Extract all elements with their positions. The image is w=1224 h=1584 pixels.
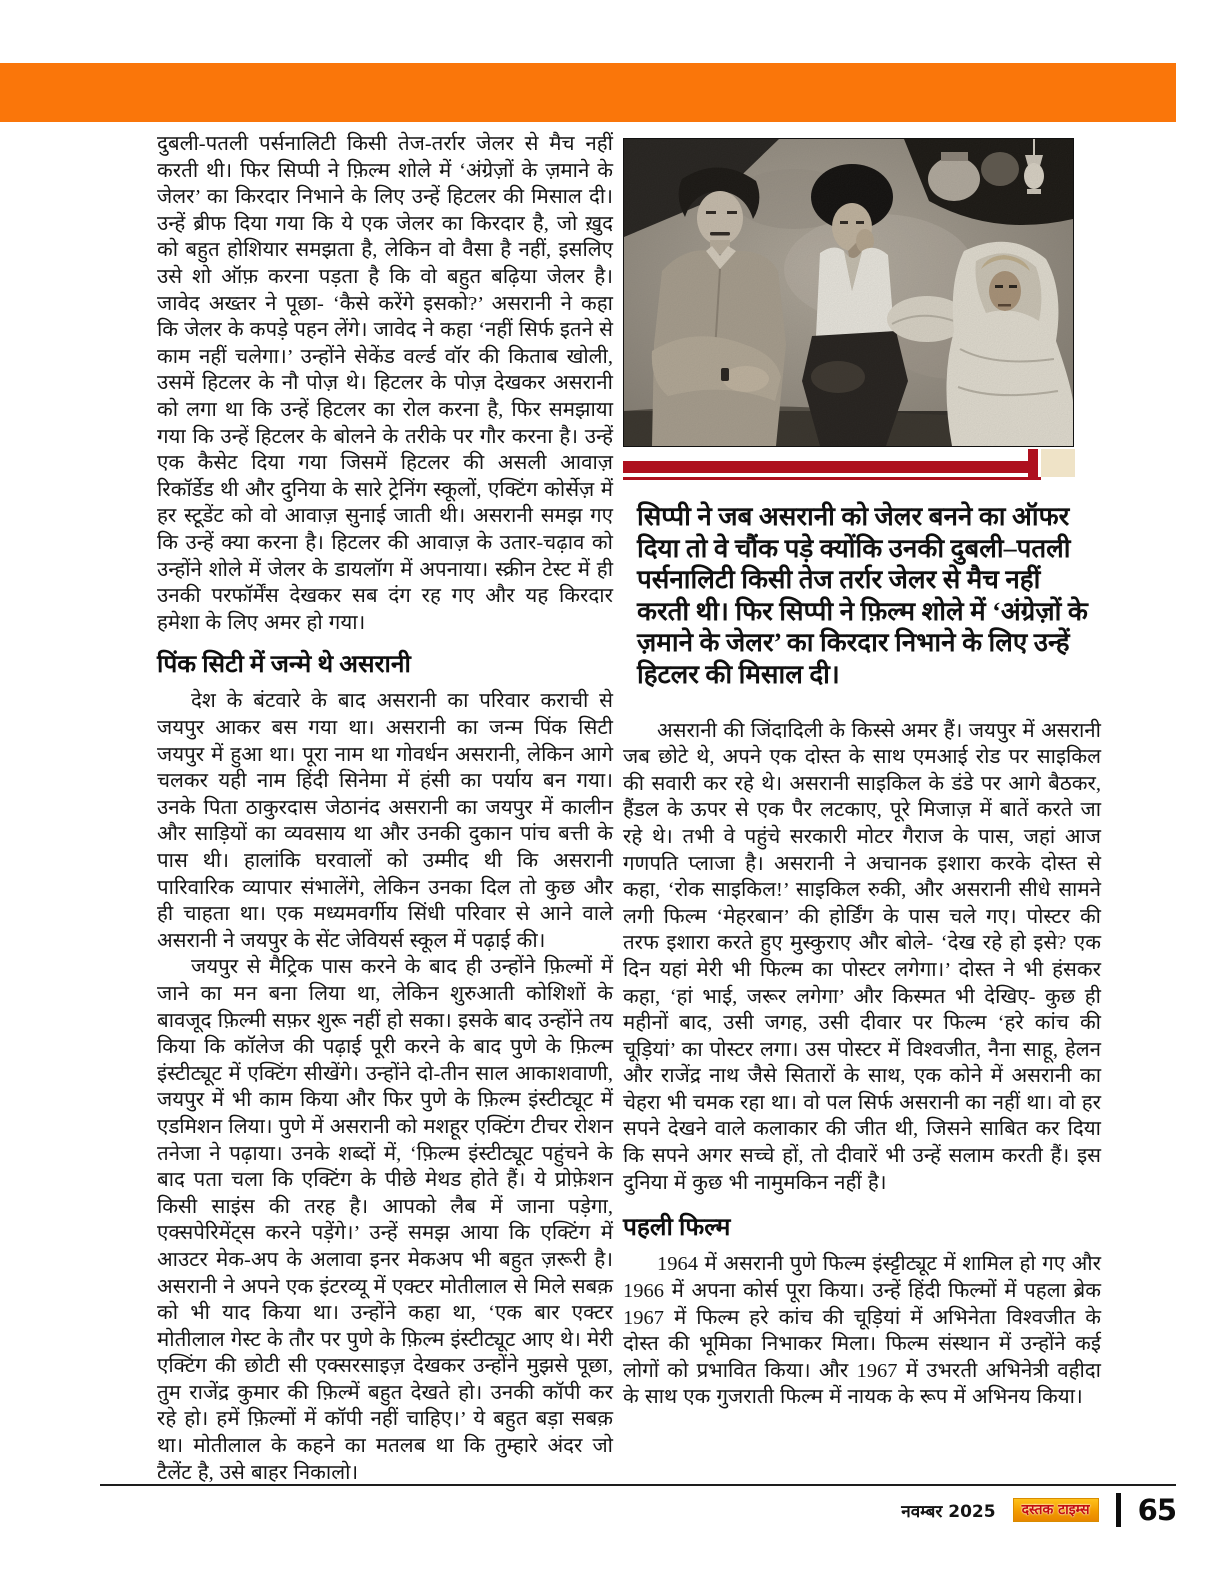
divider-thin-rule — [623, 477, 1041, 480]
page-number-divider — [1116, 1493, 1121, 1527]
birth-paragraph: देश के बंटवारे के बाद असरानी का परिवार कराची से जयपुर आकर बस गया था। असरानी का जन्म पिंक सिटी जयपुर में हुआ था। पूरा नाम था गोवर्धन असरानी, लेकिन आगे चलकर यही नाम हिंदी सिनेमा में हंसी का पर्याय बन गया। उनके पिता ठाकुरदास जेठानंद असरानी का जयपुर में कालीन और साड़ियों का व्यवसाय था और उनकी दुकान पांच बत्ती के पास थी। हालांकि घरवालों को उम्मीद थी कि असरानी पारिवारिक व्यापार संभालेंगे, लेकिन उनका दिल तो कुछ और ही चाहता था। एक मध्यमवर्गीय सिंधी परिवार से आने वाले असरानी ने जयपुर के सेंट जेवियर्स स्कूल में पढ़ाई की। — [157, 690, 613, 952]
divider-beige-square — [1041, 449, 1075, 477]
right-column — [623, 138, 1101, 1411]
footer-rule — [100, 1484, 1176, 1486]
section-heading-first-film: पहली फिल्म — [623, 1214, 731, 1242]
article-photo — [623, 138, 1074, 447]
pull-quote: सिप्पी ने जब असरानी को जेलर बनने का ऑफर दिया तो वे चौंक पड़े क्योंकि उनकी दुबली–पतली पर्सनालिटी किसी तेज तर्रार जेलर से मैच नहीं करती थी। फिर सिप्पी ने फ़िल्म शोले में ‘अंग्रेज़ों के ज़माने के जेलर’ का किरदार निभाने के लिए उन्हें हिटलर की मिसाल दी। — [637, 502, 1088, 689]
magazine-logo: दस्तक टाइम्स — [1013, 1498, 1099, 1522]
first-film-paragraph: 1964 में असरानी पुणे फिल्म इंस्ट्टीट्यूट में शामिल हो गए और 1966 में अपना कोर्स पूरा किया। उन्हें हिंदी फिल्मों में पहला ब्रेक 1967 में फिल्म हरे कांच की चूड़ियां में अभिनेता विश्वजीत के दोस्त की भूमिका निभाकर मिला। फिल्म संस्थान में उन्होंने कई लोगों को प्रभावित किया। और 1967 में उभरती अभिनेत्री वहीदा के साथ एक गुजराती फिल्म में नायक के रूप में अभिनय किया। — [623, 1253, 1101, 1409]
left-column — [157, 131, 613, 1486]
anecdote-paragraph: असरानी की जिंदादिली के किस्से अमर हैं। जयपुर में असरानी जब छोटे थे, अपने एक दोस्त के साथ एमआई रोड पर साइकिल की सवारी कर रहे थे। असरानी साइकिल के डंडे पर आगे बैठकर, हैंडल के ऊपर से एक पैर लटकाए, पूरे मिजाज़ में बातें करते जा रहे थे। तभी वे पहुंचे सरकारी मोटर गैराज के पास, जहां आज गणपति प्लाजा है। असरानी ने अचानक इशारा करके दोस्त से कहा, ‘रोक साइकिल!’ साइकिल रुकी, और असरानी सीधे सामने लगी फिल्म ‘मेहरबान’ की होर्डिंग के पास चले गए। पोस्टर की तरफ इशारा करते हुए मुस्कुराए और बोले- ‘देख रहे हो इसे? एक दिन यहां मेरी भी फिल्म का पोस्टर लगेगा।’ दोस्त ने भी हंसकर कहा, ‘हां भाई, जरूर लगेगा’ और किस्मत भी देखिए- कुछ ही महीनों बाद, उसी जगह, उसी दीवार पर फिल्म ‘हरे कांच की चूड़ियां’ का पोस्टर लगा। उस पोस्टर में विश्वजीत, नैना साहू, हेलन और राजेंद्र नाथ जैसे सितारों के साथ, एक कोने में असरानी का चेहरा भी चमक रहा था। वो पल सिर्फ असरानी का नहीं था। वो हर सपने देखने वाले कलाकार की जीत थी, जिसने साबित कर दिया कि सपने अगर सच्चे हों, तो दीवारें भी उन्हें सलाम करती हैं। इस दुनिया में कुछ भी नामुमकिन नहीं है। — [623, 719, 1101, 1194]
issue-date: नवम्बर 2025 — [901, 1501, 996, 1522]
page-number: 65 — [1137, 1493, 1176, 1527]
photo-illustration — [624, 139, 1073, 446]
continuation-paragraph: दुबली-पतली पर्सनालिटी किसी तेज-तर्रार जेलर से मैच नहीं करती थी। फिर सिप्पी ने फ़िल्म शोले में ‘अंग्रेज़ों के ज़माने के जेलर’ का किरदार निभाने के लिए उन्हें हिटलर की मिसाल दी। उन्हें ब्रीफ दिया गया कि ये एक जेलर का किरदार है, जो ख़ुद को बहुत होशियार समझता है, लेकिन वो वैसा है नहीं, इसलिए उसे शो ऑफ़ करना पड़ता है कि वो बहुत बढ़िया जेलर है। जावेद अख्तर ने पूछा- ‘कैसे करेंगे इसको?’ असरानी ने कहा कि जेलर के कपड़े पहन लेंगे। जावेद ने कहा ‘नहीं सिर्फ इतने से काम नहीं चलेगा।’ उन्होंने सेकेंड वर्ल्ड वॉर की किताब खोली, उसमें हिटलर के नौ पोज़ थे। हिटलर के पोज़ देखकर असरानी को लगा था कि उन्हें हिटलर का रोल करना है, फिर समझाया गया कि उन्हें हिटलर के बोलने के तरीके पर गौर करना है। उन्हें एक कैसेट दिया गया जिसमें हिटलर की असली आवाज़ रिकॉर्डेड थी और दुनिया के सारे ट्रेनिंग स्कूलों, एक्टिंग कोर्सेज़ में हर स्टूडेंट को वो आवाज़ सुनाई जाती थी। असरानी समझ गए कि उन्हें क्या करना है। हिटलर की आवाज़ के उतार-चढ़ाव को उन्होंने शोले में जेलर के डायलॉग में अपनाया। स्क्रीन टेस्ट में ही उनकी परफॉर्मेंस देखकर सब दंग रह गए और यह किरदार हमेशा के लिए अमर हो गया। — [157, 133, 613, 634]
footer — [100, 1491, 1176, 1529]
header-orange-bar — [0, 63, 1176, 122]
film-institute-paragraph: जयपुर से मैट्रिक पास करने के बाद ही उन्होंने फ़िल्मों में जाने का मन बना लिया था, लेकिन शुरुआती कोशिशों के बावजूद फ़िल्मी सफ़र शुरू नहीं हो सका। इसके बाद उन्होंने तय किया कि कॉलेज की पढ़ाई पूरी करने के बाद पुणे के फ़िल्म इंस्टीट्यूट में एक्टिंग सीखेंगे। उन्होंने दो-तीन साल आकाशवाणी, जयपुर में भी काम किया और फिर पुणे के फ़िल्म इंस्टीट्यूट में एडमिशन लिया। पुणे में असरानी को मशहूर एक्टिंग टीचर रोशन तनेजा ने पढ़ाया। उनके शब्दों में, ‘फ़िल्म इंस्टीट्यूट पहुंचने के बाद पता चला कि एक्टिंग के पीछे मेथड होते हैं। ये प्रोफ़ेशन किसी साइंस की तरह है। आपको लैब में जाना पड़ेगा, एक्सपेरिमेंट्स करने पड़ेंगे।’ उन्हें समझ आया कि एक्टिंग में आउटर मेक-अप के अलावा इनर मेकअप भी बहुत ज़रूरी है। असरानी ने अपने एक इंटरव्यू में एक्टर मोतीलाल से मिले सबक़ को भी याद किया था। उन्होंने कहा था, ‘एक बार एक्टर मोतीलाल गेस्ट के तौर पर पुणे के फ़िल्म इंस्टीट्यूट आए थे। मेरी एक्टिंग की छोटी सी एक्सरसाइज़ देखकर उन्होंने मुझसे पूछा, तुम राजेंद्र कुमार की फ़िल्में बहुत देखते हो। उनकी कॉपी कर रहे हो। हमें फ़िल्मों में कॉपी नहीं चाहिए।’ ये बहुत बड़ा सबक़ था। मोतीलाल के कहने का मतलब था कि तुम्हारे अंदर जो टैलेंट है, उसे बाहर निकालो। — [157, 956, 613, 1484]
divider-thick-bar — [623, 461, 1038, 473]
section-heading-birth: पिंक सिटी में जन्मे थे असरानी — [157, 651, 411, 679]
photo-divider — [623, 447, 1101, 485]
